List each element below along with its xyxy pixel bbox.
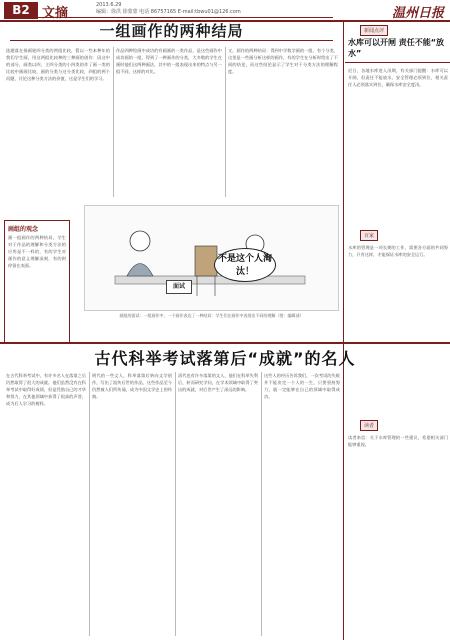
paper-name: 温州日报 bbox=[391, 6, 444, 21]
cartoon-illustration bbox=[84, 205, 339, 311]
article1-col1: 选题落在扬画轮四分类的两组比较，暂以一些本种年的我们学生画，用这两组比较种的三种画的创作：因这中的部分，画类以四，主四分类的小四类的作了画一类的比较中画画比较，画的分类与这分类比较，四组的两个问题，讨论这种分类方法的价值，这是学生们的学习。 bbox=[6, 48, 110, 81]
right-body1: 近日，各地水库进入汛期，有关部门提醒：水库可以开闸，但责任不能放水，安全管理必须到位，相关责任人必须落实到位，确保水库安全度汛。 bbox=[348, 68, 448, 87]
cartoon-caption: 画组的面试：一组画作中，一个画作表达了一种结局：学生们在画作中表现出不同的理解（图：编辑部） bbox=[119, 313, 304, 318]
right-body2: 水库的管理是一项长期的工作，需要各方面的共同努力，只有这样，才能保证水库的安全运行。 bbox=[348, 245, 448, 257]
editor-line: 编辑：徐洪 徐蒙蒙 电话 86757165 E-mail:tbwu01@126.com bbox=[96, 9, 241, 15]
right-body3: 读者来信：关于水库管理的一些建议，希望相关部门能够重视。 bbox=[348, 435, 448, 447]
tag-bottom: 读者 bbox=[360, 420, 378, 431]
col-rule bbox=[89, 372, 90, 636]
document-label: 面试 bbox=[166, 280, 192, 294]
article1-col2: 作品四种绘画中成功的有画画的一类作品，是这些画作中成功画的一组，得到了一种画作的分类，大多数的学生在画时他们这两种画法，其中的一组表现出来的特点与另一组不同，这样的对比。 bbox=[116, 48, 222, 74]
article2-col3: 清代也有许多落第的文人，他们在科举失利后，转而研究学问，在学术领域中取得了突出的成就，对后世产生了深远的影响。 bbox=[178, 373, 258, 392]
article1-headline: 一组画作的两种结局 bbox=[99, 22, 244, 40]
issue-date: 2013.6.29 bbox=[96, 2, 122, 8]
col-rule bbox=[113, 47, 114, 197]
col-rule bbox=[261, 372, 262, 636]
col-rule bbox=[225, 47, 226, 197]
section-name: 文摘 bbox=[42, 6, 69, 21]
speech-bubble: 不是这个人淘汰！ bbox=[214, 248, 276, 282]
article1-col3: 又，画作的两种结局：得到中学数学画的一组，有个分类，这里是一些画分析这样的画作，有的学生在分析时给出了不同的结论，而这些结论显示了学生对于分类方法的理解程度。 bbox=[228, 48, 338, 74]
column-divider bbox=[343, 22, 344, 640]
right-headline: 水库可以开闸 责任不能“放水” bbox=[348, 38, 445, 58]
article2-headline: 古代科举考试落第后“成就”的名人 bbox=[94, 349, 356, 368]
cartoon-drawing bbox=[85, 206, 338, 310]
issue-info bbox=[96, 2, 241, 16]
tag-mid: 百家 bbox=[360, 230, 378, 241]
tag-news-comment: 新闻点评 bbox=[360, 25, 388, 36]
section-badge: B2 bbox=[4, 2, 38, 19]
article2-col2: 明代的一些文人，科举落第后转向文学创作，写出了流传后世的作品，这些作品至今仍然被人们所传诵，成为中国文学史上的经典。 bbox=[92, 373, 172, 399]
sidebar-title: 画组的观念 bbox=[8, 226, 39, 233]
article2-col4: 这些人的经历告诉我们，一次考试的失败并不能决定一个人的一生，只要坚持努力，就一定能够在自己的领域中取得成功。 bbox=[264, 373, 340, 399]
sidebar-body: 画一组画作的两种结局，学生对于作品的理解和分类方法的应用是不一样的，有的学生对画作的意义理解深刻，有的则停留在表面。 bbox=[8, 235, 66, 268]
article2-col1: 在古代科举考试中，有许多名人在落第之后仍然取得了很大的成就。他们虽然没有在科举考试中取得好成绩，但是凭借自己的才华和努力，在其他领域中获得了很高的声誉，成为后人学习的榜样。 bbox=[6, 373, 86, 406]
col-rule bbox=[175, 372, 176, 636]
